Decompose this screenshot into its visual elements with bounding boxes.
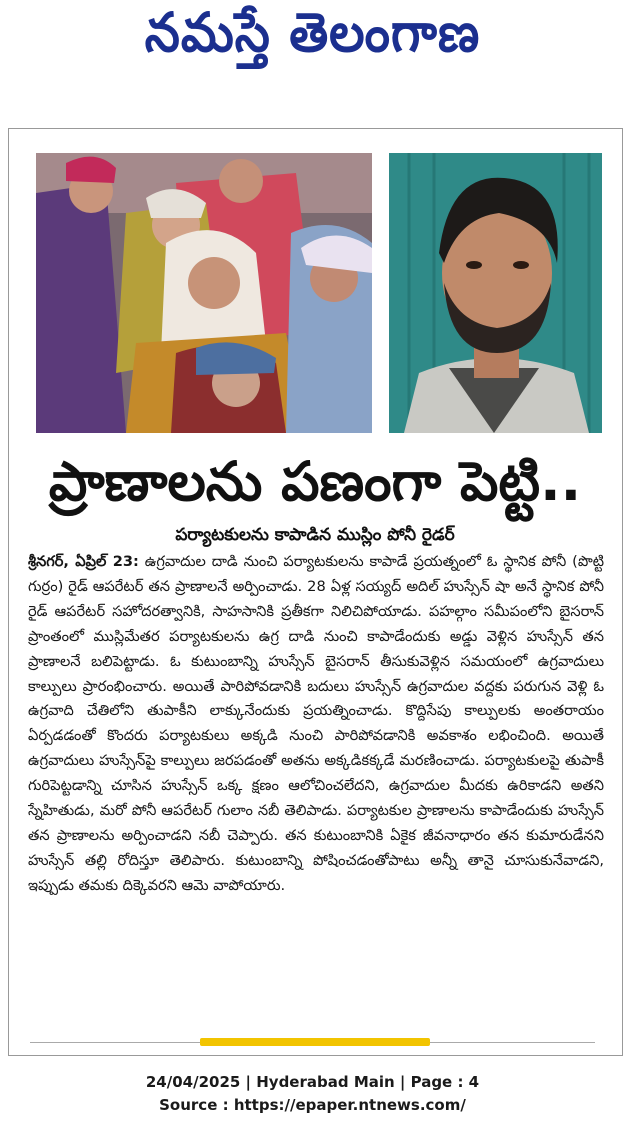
article-subheadline: పర్యాటకులను కాపాడిన ముస్లిం పోనీ రైడర్: [175, 525, 455, 545]
newspaper-title: నమస్తే తెలంగాణ: [144, 0, 481, 64]
divider-left: [30, 1042, 200, 1043]
victim-portrait-photo: [389, 153, 602, 433]
masthead: [0, 0, 625, 78]
article-body: [28, 550, 604, 1000]
edition-info: 24/04/2025 | Hyderabad Main | Page : 4: [145, 1073, 480, 1091]
divider-right: [430, 1042, 595, 1043]
article-headline: ప్రాణాలను పణంగా పెట్టి..: [48, 450, 582, 513]
source-link[interactable]: Source : https://epaper.ntnews.com/: [159, 1096, 466, 1114]
article-body-text: ఉగ్రవాదుల దాడి నుంచి పర్యాటకులను కాపాడే ప్రయత్నంలో ఓ స్థానిక పోనీ (పొట్టి గుర్రం) రైడ్ ఆపరేటర్ తన ప్రాణాలనే అర్పించాడు. 28 ఏళ్ల సయ్యద్ అదిల్ హుస్సేన్ షా అనే స్థానిక పోనీ రైడ్ ఆపరేటర్ సహోదరత్వానికి, సాహసానికి ప్రతీకగా నిలిచిపోయాడు. పహల్గాం సమీపంలోని బైసరాన్ ప్రాంతంలో ముస్లిమేతర పర్యాటకులను ఉగ్ర దాడి నుంచి కాపాడేందుకు అడ్డు వెళ్లిన హుస్సేన్ తన ప్రాణాలనే బలిపెట్టాడు. ఓ కుటుంబాన్ని హుస్సేన్ బైసరాన్ తీసుకువెళ్లిన సమయంలో ఉగ్రవాదులు కాల్పులు ప్రారంభించారు. అయితే పారిపోవడానికి బదులు హుస్సేన్ ఉగ్రవాదుల వద్దకు పరుగున వెళ్లి ఓ ఉగ్రవాది చేతిలోని తుపాకీని లాక్కునేందుకు ప్రయత్నించాడు. కొద్దిసేపు కాల్పులకు అంతరాయం ఏర్పడడంతో కొందరు పర్యాటకులు అక్కడి నుంచి పారిపోవడానికి అవకాశం లభించింది. అయితే ఉగ్రవాదులు హుస్సేన్‌పై కాల్పులు జరపడంతో అతను అక్కడికక్కడే మరణించాడు. పర్యాటకులపై తుపాకీ గురిపెట్టడాన్ని చూసిన హుస్సేన్ ఒక్క క్షణం ఆలోచించలేదని, ఉగ్రవాదుల మీదకు ఉరికాడని అతని స్నేహితుడు, మరో పోనీ ఆపరేటర్ గులాం నబీ తెలిపాడు. పర్యాటకుల ప్రాణాలను కాపాడేందుకు హుస్సేన్ తన ప్రాణాలను అర్పించాడని నబీ చెప్పారు. తన కుటుంబానికి ఏకైక జీవనాధారం తన కుమారుడేనని హుస్సేన్ తల్లి రోదిస్తూ తెలిపారు. కుటుంబాన్ని పోషించడంతోపాటు అన్నీ తానై చూసుకునేవాడని, ఇప్పుడు తమకు దిక్కెవరని ఆమె వాపోయారు.: [28, 553, 604, 894]
article-dateline: శ్రీనగర్, ఏప్రిల్ 23:: [28, 553, 139, 570]
accent-bar: [200, 1038, 430, 1046]
grieving-women-photo: [36, 153, 372, 433]
